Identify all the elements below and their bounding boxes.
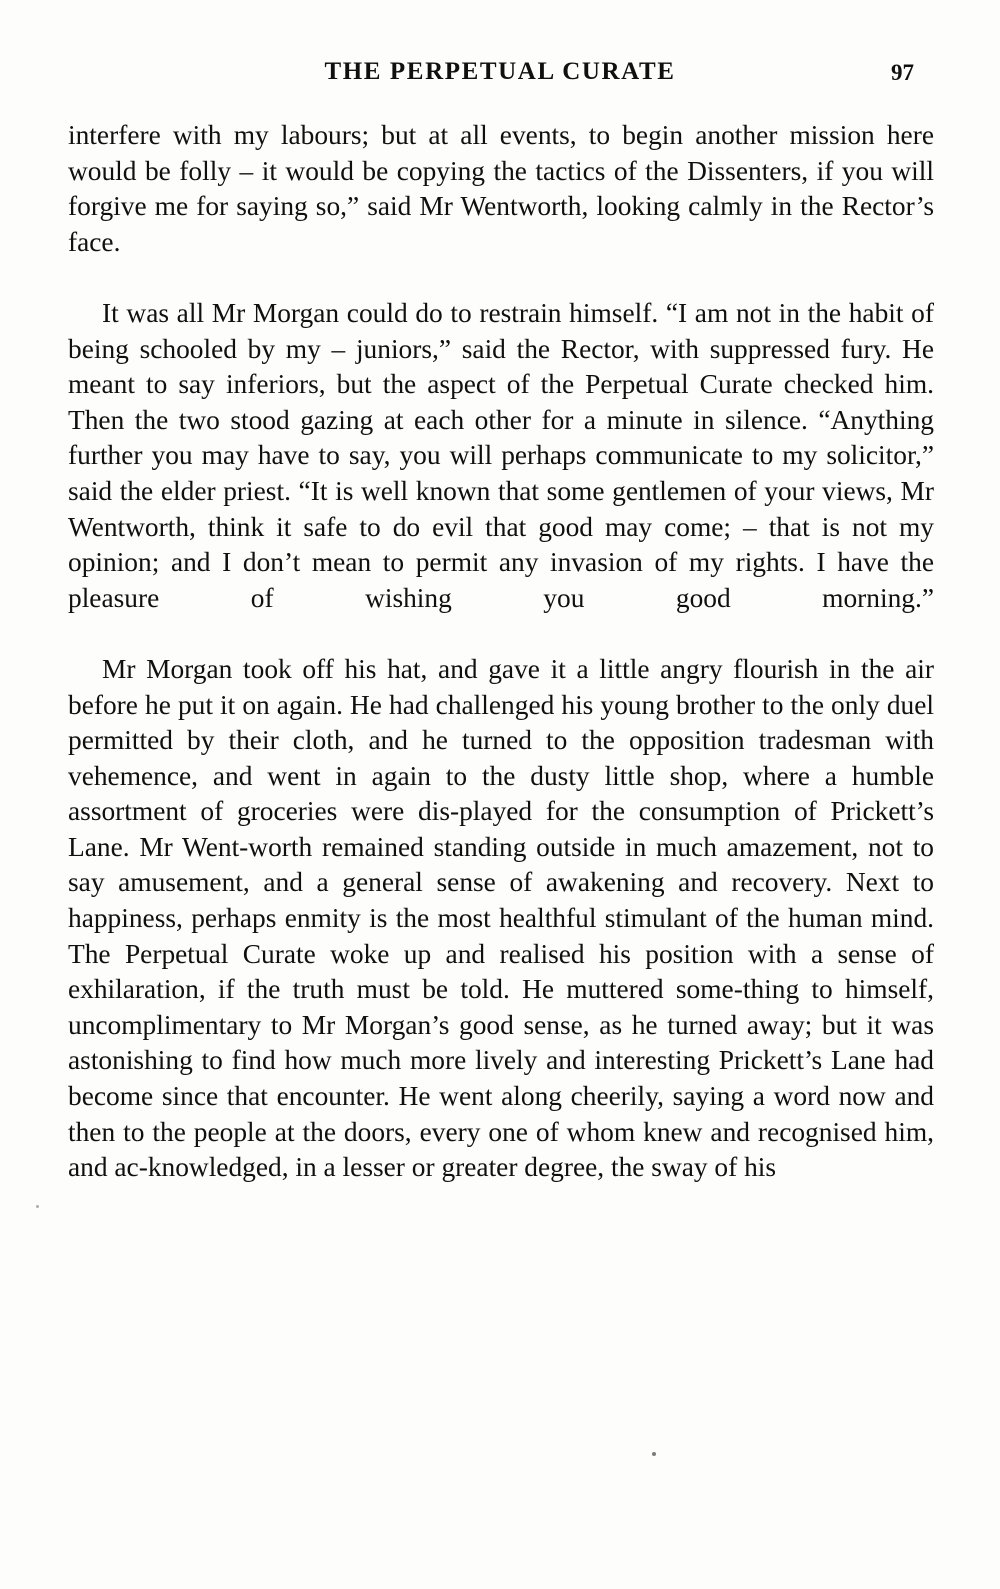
- page-number: 97: [891, 60, 914, 85]
- page-speck: [36, 1205, 39, 1208]
- paragraph: It was all Mr Morgan could do to restrain himself. “I am not in the habit of being schooled by my – juniors,” said the Rector, with suppressed fury. He meant to say inferiors, but the aspect of the Perpetual Curate checked him. Then the two stood gazing at each other for a minute in silence. “Anything further you may have to say, you will perhaps communicate to my solicitor,” said the elder priest. “It is well known that some gentlemen of your views, Mr Wentworth, think it safe to do evil that good may come; – that is not my opinion; and I don’t mean to permit any invasion of my rights. I have the pleasure of wishing you good morning.”: [68, 297, 934, 613]
- running-title: THE PERPETUAL CURATE: [324, 58, 676, 85]
- page-speck: [652, 1452, 656, 1456]
- paragraph: interfere with my labours; but at all events, to begin another mission here would be folly – it would be copying the tactics of the Dissenters, if you will forgive me for saying so,” said Mr Wentworth, looking calmly in the Rector’s face.: [68, 120, 934, 257]
- body-text: [68, 118, 934, 1186]
- paragraph: Mr Morgan took off his hat, and gave it a little angry flourish in the air before he put it on again. He had challenged his young brother to the only duel permitted by their cloth, and he turned to the opposition tradesman with vehemence, and went in again to the dusty little shop, where a humble assortment of groceries were dis-played for the consumption of Prickett’s Lane. Mr Went-worth remained standing outside in much amazement, not to say amusement, and a general sense of awakening and recovery. Next to happiness, perhaps enmity is the most healthful stimulant of the human mind. The Perpetual Curate woke up and realised his position with a sense of exhilaration, if the truth must be told. He muttered some-thing to himself, uncomplimentary to Mr Morgan’s good sense, as he turned away; but it was astonishing to find how much more lively and interesting Prickett’s Lane had become since that encounter. He went along cheerily, saying a word now and then to the people at the doors, every one of whom knew and recognised him, and ac-knowledged, in a lesser or greater degree, the sway of his: [68, 653, 934, 1183]
- page-header: [72, 58, 928, 92]
